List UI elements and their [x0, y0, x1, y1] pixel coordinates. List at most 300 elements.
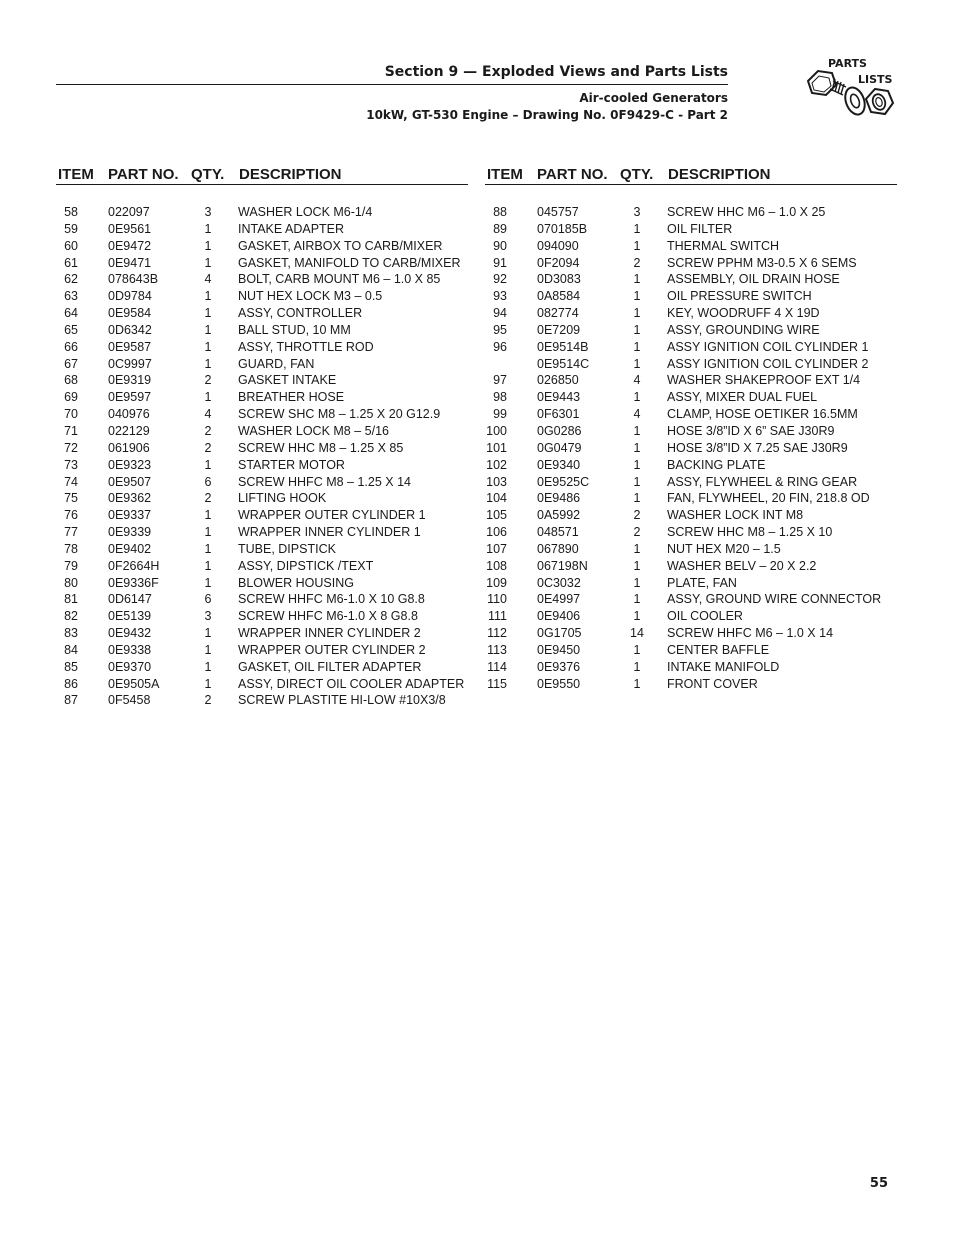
rows-left — [56, 204, 468, 709]
item-number: 115 — [487, 676, 507, 691]
quantity: 3 — [633, 205, 641, 219]
item-number: 87 — [64, 693, 78, 708]
part-number: 022097 — [108, 205, 150, 219]
description: WASHER SHAKEPROOF EXT 1/4 — [667, 373, 861, 388]
quantity: 1 — [204, 322, 212, 337]
item-number: 113 — [487, 642, 507, 657]
header-rule — [56, 84, 728, 85]
description: GASKET, AIRBOX TO CARB/MIXER — [238, 238, 443, 253]
description: HOSE 3/8”ID X 7.25 SAE J30R9 — [667, 440, 848, 455]
quantity: 6 — [204, 474, 212, 489]
part-number: 0E9525C — [537, 474, 590, 489]
table-row — [56, 423, 468, 440]
part-number: 0D6147 — [108, 592, 152, 607]
table-header-right — [485, 166, 897, 185]
quantity: 2 — [204, 373, 212, 388]
part-number: 0E9323 — [108, 457, 152, 472]
part-number: 0G0479 — [537, 440, 582, 455]
part-number: 0E9505A — [108, 676, 160, 691]
description: INTAKE MANIFOLD — [667, 659, 780, 674]
description: NUT HEX LOCK M3 – 0.5 — [238, 289, 383, 304]
part-number: 0E9370 — [108, 659, 152, 674]
item-number: 101 — [486, 440, 507, 455]
description: HOSE 3/8”ID X 6” SAE J30R9 — [667, 423, 835, 438]
table-row — [56, 372, 468, 389]
parts-table-left — [56, 166, 468, 709]
description: SCREW HHC M8 – 1.25 X 85 — [238, 440, 404, 455]
item-number: 79 — [64, 558, 78, 573]
quantity: 1 — [204, 356, 212, 371]
quantity: 1 — [204, 642, 212, 657]
quantity: 1 — [633, 642, 641, 657]
table-row — [56, 221, 468, 238]
item-number: 64 — [64, 306, 78, 321]
part-number: 0E9507 — [108, 474, 152, 489]
part-number: 067890 — [537, 541, 579, 556]
quantity: 2 — [204, 491, 212, 506]
description: SCREW HHC M8 – 1.25 X 10 — [667, 525, 833, 540]
quantity: 1 — [204, 558, 212, 573]
quantity: 1 — [633, 575, 641, 590]
description: ASSY, MIXER DUAL FUEL — [667, 390, 818, 405]
quantity: 1 — [633, 558, 641, 573]
part-number: 0E9340 — [537, 457, 581, 472]
item-number: 74 — [64, 474, 78, 489]
table-row — [56, 676, 468, 693]
part-number: 094090 — [537, 238, 579, 253]
item-number: 93 — [493, 289, 507, 304]
table-row — [56, 659, 468, 676]
description: ASSY, GROUND WIRE CONNECTOR — [667, 592, 882, 607]
parts-lists-badge — [800, 55, 900, 130]
description: WRAPPER INNER CYLINDER 1 — [238, 525, 421, 540]
description: ASSY, FLYWHEEL & RING GEAR — [667, 474, 858, 489]
description: OIL COOLER — [667, 609, 743, 624]
table-row — [485, 642, 897, 659]
description: ASSY IGNITION COIL CYLINDER 2 — [667, 356, 869, 371]
description: CENTER BAFFLE — [667, 642, 770, 657]
item-number: 112 — [487, 626, 507, 641]
page-number: 55 — [869, 1176, 888, 1191]
item-number: 67 — [64, 356, 78, 371]
page-header — [56, 60, 728, 124]
table-row — [485, 575, 897, 592]
description: TUBE, DIPSTICK — [238, 541, 336, 556]
quantity: 3 — [204, 205, 212, 219]
part-number: 0D3083 — [537, 272, 581, 287]
item-number: 111 — [487, 609, 507, 624]
quantity: 1 — [204, 238, 212, 253]
nut-bolt-washer-icon — [800, 55, 900, 130]
description: OIL PRESSURE SWITCH — [667, 289, 812, 304]
header-part-no: PART NO. — [108, 166, 179, 183]
description: WASHER LOCK INT M8 — [667, 508, 804, 523]
part-number: 0E9432 — [108, 626, 152, 641]
part-number: 0E9514C — [537, 356, 590, 371]
item-number: 105 — [486, 508, 507, 523]
badge-lists-label: LISTS — [858, 73, 893, 86]
description: GASKET, OIL FILTER ADAPTER — [238, 659, 422, 674]
item-number: 73 — [64, 457, 78, 472]
table-row — [56, 490, 468, 507]
table-row — [56, 642, 468, 659]
table-row — [56, 339, 468, 356]
quantity: 4 — [633, 407, 641, 422]
table-row — [485, 339, 897, 356]
table-row — [485, 625, 897, 642]
description: PLATE, FAN — [667, 575, 737, 590]
quantity: 1 — [633, 474, 641, 489]
item-number: 76 — [64, 508, 78, 523]
quantity: 1 — [633, 659, 641, 674]
item-number: 80 — [64, 575, 78, 590]
quantity: 1 — [633, 356, 641, 371]
description: WASHER LOCK M8 – 5/16 — [238, 423, 389, 438]
item-number: 103 — [486, 474, 507, 489]
description: INTAKE ADAPTER — [238, 221, 345, 236]
part-number: 048571 — [537, 525, 579, 540]
quantity: 1 — [633, 423, 641, 438]
description: SCREW PPHM M3-0.5 X 6 SEMS — [667, 255, 857, 270]
quantity: 1 — [204, 306, 212, 321]
item-number: 70 — [64, 407, 78, 422]
quantity: 1 — [633, 221, 641, 236]
table-row — [485, 457, 897, 474]
item-number: 78 — [64, 541, 78, 556]
item-number: 88 — [493, 205, 507, 219]
part-number: 0D6342 — [108, 322, 152, 337]
item-number: 106 — [486, 525, 507, 540]
part-number: 0C3032 — [537, 575, 581, 590]
item-number: 62 — [64, 272, 78, 287]
item-number: 63 — [64, 289, 78, 304]
description: SCREW HHFC M6-1.0 X 8 G8.8 — [238, 609, 418, 624]
part-number: 0E4997 — [537, 592, 581, 607]
quantity: 2 — [204, 440, 212, 455]
part-number: 0F5458 — [108, 693, 151, 708]
description: OIL FILTER — [667, 221, 733, 236]
item-number: 61 — [64, 255, 78, 270]
part-number: 0G1705 — [537, 626, 582, 641]
item-number: 69 — [64, 390, 78, 405]
table-row — [56, 389, 468, 406]
part-number: 0E9339 — [108, 525, 152, 540]
part-number: 0E9514B — [537, 339, 589, 354]
part-number: 082774 — [537, 306, 579, 321]
item-number: 77 — [64, 525, 78, 540]
item-number: 98 — [493, 390, 507, 405]
table-row — [485, 558, 897, 575]
item-number: 104 — [486, 491, 507, 506]
quantity: 1 — [204, 221, 212, 236]
quantity: 2 — [633, 525, 641, 540]
table-row — [485, 221, 897, 238]
header-description: DESCRIPTION — [668, 166, 771, 183]
table-row — [56, 625, 468, 642]
part-number: 0E9584 — [108, 306, 152, 321]
description: ASSY, GROUNDING WIRE — [667, 322, 820, 337]
part-number: 070185B — [537, 221, 588, 236]
item-number: 100 — [486, 423, 507, 438]
description: SCREW HHFC M8 – 1.25 X 14 — [238, 474, 411, 489]
table-header-left — [56, 166, 468, 185]
description: KEY, WOODRUFF 4 X 19D — [667, 306, 820, 321]
table-row — [56, 255, 468, 272]
description: GASKET INTAKE — [238, 373, 337, 388]
header-part-no: PART NO. — [537, 166, 608, 183]
description: ASSY, DIPSTICK /TEXT — [238, 558, 374, 573]
part-number: 0C9997 — [108, 356, 152, 371]
part-number: 0E5139 — [108, 609, 152, 624]
table-row — [56, 507, 468, 524]
part-number: 0E9376 — [537, 659, 581, 674]
quantity: 1 — [633, 322, 641, 337]
part-number: 067198N — [537, 558, 588, 573]
description: SCREW HHC M6 – 1.0 X 25 — [667, 205, 826, 219]
description: THERMAL SWITCH — [667, 238, 780, 253]
part-number: 0E9337 — [108, 508, 152, 523]
description: WRAPPER OUTER CYLINDER 1 — [238, 508, 426, 523]
description: NUT HEX M20 – 1.5 — [667, 541, 781, 556]
description: ASSY, THROTTLE ROD — [238, 339, 374, 354]
item-number: 97 — [493, 373, 507, 388]
quantity: 4 — [204, 272, 212, 287]
item-number: 83 — [64, 626, 78, 641]
item-number: 107 — [486, 541, 507, 556]
item-number: 86 — [64, 676, 78, 691]
item-number: 66 — [64, 339, 78, 354]
table-row — [56, 457, 468, 474]
table-row — [485, 356, 897, 373]
quantity: 1 — [204, 255, 212, 270]
item-number: 90 — [493, 238, 507, 253]
table-row — [56, 288, 468, 305]
part-number: 0F2094 — [537, 255, 580, 270]
item-number: 84 — [64, 642, 78, 657]
quantity: 4 — [204, 407, 212, 422]
quantity: 1 — [633, 676, 641, 691]
part-number: 0E9319 — [108, 373, 152, 388]
description: BLOWER HOUSING — [238, 575, 354, 590]
description: FRONT COVER — [667, 676, 758, 691]
part-number: 022129 — [108, 423, 150, 438]
quantity: 4 — [633, 373, 641, 388]
quantity: 1 — [633, 440, 641, 455]
part-number: 0E9406 — [537, 609, 581, 624]
part-number: 0G0286 — [537, 423, 582, 438]
quantity: 2 — [204, 693, 212, 708]
quantity: 14 — [630, 626, 644, 641]
item-number: 99 — [493, 407, 507, 422]
quantity: 1 — [204, 575, 212, 590]
quantity: 1 — [204, 508, 212, 523]
item-number: 60 — [64, 238, 78, 253]
description: ASSY IGNITION COIL CYLINDER 1 — [667, 339, 869, 354]
table-row — [56, 474, 468, 491]
part-number: 0E9338 — [108, 642, 152, 657]
description: WASHER BELV – 20 X 2.2 — [667, 558, 817, 573]
table-row — [485, 423, 897, 440]
part-number: 061906 — [108, 440, 150, 455]
quantity: 6 — [204, 592, 212, 607]
description: WASHER LOCK M6-1/4 — [238, 205, 373, 219]
quantity: 3 — [204, 609, 212, 624]
quantity: 1 — [633, 491, 641, 506]
item-number: 82 — [64, 609, 78, 624]
table-row — [56, 558, 468, 575]
quantity: 1 — [633, 289, 641, 304]
item-number: 109 — [486, 575, 507, 590]
quantity: 1 — [633, 339, 641, 354]
description: SCREW HHFC M6-1.0 X 10 G8.8 — [238, 592, 425, 607]
table-row — [485, 591, 897, 608]
table-row — [485, 322, 897, 339]
quantity: 1 — [204, 339, 212, 354]
header-qty: QTY. — [620, 166, 654, 183]
table-row — [56, 204, 468, 221]
item-number: 68 — [64, 373, 78, 388]
table-row — [485, 659, 897, 676]
item-number: 102 — [486, 457, 507, 472]
part-number: 0E9561 — [108, 221, 152, 236]
part-number: 0D9784 — [108, 289, 152, 304]
item-number: 72 — [64, 440, 78, 455]
table-row — [485, 271, 897, 288]
item-number: 85 — [64, 659, 78, 674]
section-title: Section 9 — Exploded Views and Parts Lists — [384, 64, 728, 80]
quantity: 1 — [204, 541, 212, 556]
description: SCREW PLASTITE HI-LOW #10X3/8 — [238, 693, 446, 708]
item-number: 95 — [493, 322, 507, 337]
part-number: 0E7209 — [537, 322, 581, 337]
description: ASSEMBLY, OIL DRAIN HOSE — [667, 272, 840, 287]
description: SCREW SHC M8 – 1.25 X 20 G12.9 — [238, 407, 441, 422]
quantity: 2 — [633, 508, 641, 523]
table-row — [485, 676, 897, 693]
quantity: 1 — [204, 626, 212, 641]
part-number: 045757 — [537, 205, 579, 219]
item-number: 59 — [64, 221, 78, 236]
table-row — [56, 608, 468, 625]
quantity: 1 — [204, 676, 212, 691]
quantity: 1 — [204, 289, 212, 304]
description: BOLT, CARB MOUNT M6 – 1.0 X 85 — [238, 272, 441, 287]
table-row — [485, 608, 897, 625]
header-description: DESCRIPTION — [239, 166, 342, 183]
description: BACKING PLATE — [667, 457, 766, 472]
table-row — [485, 372, 897, 389]
description: SCREW HHFC M6 – 1.0 X 14 — [667, 626, 834, 641]
table-row — [56, 305, 468, 322]
part-number: 0A5992 — [537, 508, 581, 523]
description: LIFTING HOOK — [238, 491, 327, 506]
part-number: 0E9550 — [537, 676, 581, 691]
parts-table-right — [485, 166, 897, 692]
part-number: 0E9336F — [108, 575, 159, 590]
item-number: 92 — [493, 272, 507, 287]
subtitle-product: Air-cooled Generators — [579, 91, 728, 105]
table-row — [56, 271, 468, 288]
table-row — [485, 474, 897, 491]
part-number: 040976 — [108, 407, 150, 422]
quantity: 1 — [204, 525, 212, 540]
table-row — [56, 406, 468, 423]
table-row — [56, 322, 468, 339]
item-number: 94 — [493, 306, 507, 321]
item-number: 91 — [493, 255, 507, 270]
item-number: 96 — [493, 339, 507, 354]
quantity: 1 — [633, 592, 641, 607]
item-number: 108 — [486, 558, 507, 573]
table-row — [485, 238, 897, 255]
description: WRAPPER OUTER CYLINDER 2 — [238, 642, 426, 657]
description: CLAMP, HOSE OETIKER 16.5MM — [667, 407, 858, 422]
description: BALL STUD, 10 MM — [238, 322, 351, 337]
part-number: 0E9402 — [108, 541, 152, 556]
table-row — [485, 288, 897, 305]
quantity: 1 — [633, 306, 641, 321]
description: FAN, FLYWHEEL, 20 FIN, 218.8 OD — [667, 491, 870, 506]
subtitle-drawing: 10kW, GT-530 Engine – Drawing No. 0F9429-C - Part 2 — [366, 108, 728, 122]
table-row — [56, 524, 468, 541]
quantity: 2 — [633, 255, 641, 270]
description: GASKET, MANIFOLD TO CARB/MIXER — [238, 255, 461, 270]
table-row — [485, 305, 897, 322]
quantity: 1 — [204, 457, 212, 472]
quantity: 1 — [633, 457, 641, 472]
quantity: 2 — [204, 423, 212, 438]
item-number: 110 — [487, 592, 507, 607]
quantity: 1 — [204, 659, 212, 674]
item-number: 114 — [487, 659, 507, 674]
table-row — [56, 356, 468, 373]
table-row — [485, 490, 897, 507]
table-row — [56, 591, 468, 608]
table-row — [485, 255, 897, 272]
item-number: 65 — [64, 322, 78, 337]
rows-right — [485, 204, 897, 692]
description: GUARD, FAN — [238, 356, 315, 371]
badge-parts-label: PARTS — [828, 57, 867, 70]
header-qty: QTY. — [191, 166, 225, 183]
description: ASSY, DIRECT OIL COOLER ADAPTER — [238, 676, 465, 691]
part-number: 078643B — [108, 272, 159, 287]
header-item: ITEM — [58, 166, 94, 183]
item-number: 58 — [64, 205, 78, 219]
item-number: 81 — [64, 592, 78, 607]
quantity: 1 — [633, 272, 641, 287]
part-number: 0E9471 — [108, 255, 152, 270]
description: STARTER MOTOR — [238, 457, 345, 472]
part-number: 0E9486 — [537, 491, 581, 506]
description: WRAPPER INNER CYLINDER 2 — [238, 626, 421, 641]
part-number: 026850 — [537, 373, 579, 388]
quantity: 1 — [633, 390, 641, 405]
table-row — [485, 204, 897, 221]
part-number: 0E9450 — [537, 642, 581, 657]
item-number: 71 — [64, 423, 78, 438]
quantity: 1 — [204, 390, 212, 405]
table-row — [56, 575, 468, 592]
description: BREATHER HOSE — [238, 390, 345, 405]
quantity: 1 — [633, 609, 641, 624]
table-row — [56, 692, 468, 709]
item-number: 75 — [64, 491, 78, 506]
table-row — [485, 406, 897, 423]
part-number: 0A8584 — [537, 289, 581, 304]
table-row — [56, 440, 468, 457]
part-number: 0E9472 — [108, 238, 152, 253]
